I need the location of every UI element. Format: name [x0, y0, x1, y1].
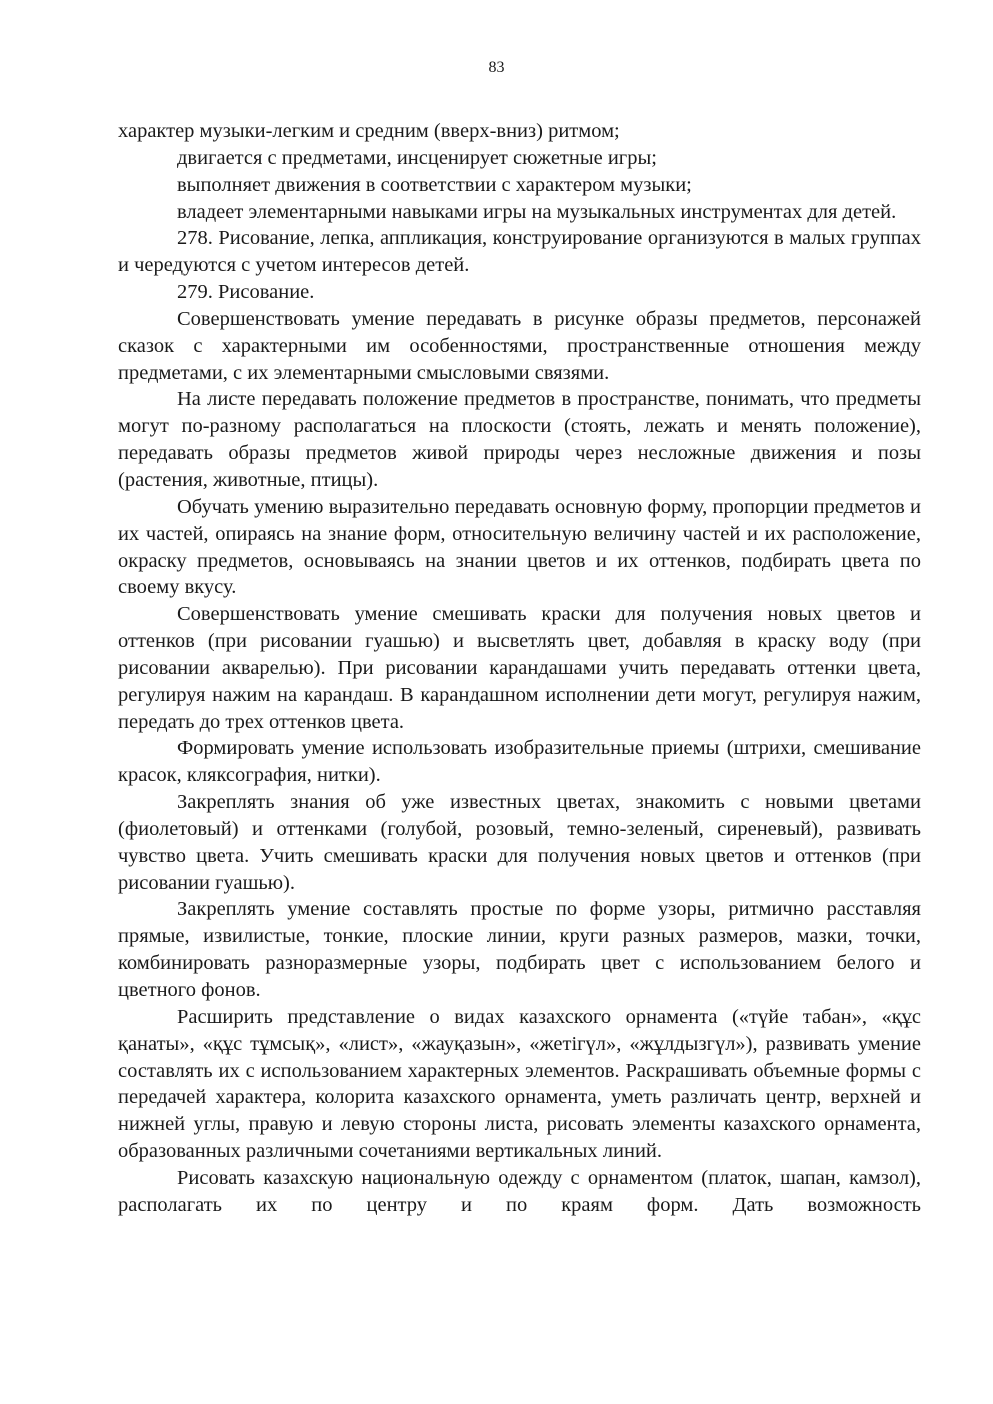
paragraph: 278. Рисование, лепка, аппликация, конструирование организуются в малых группах и чередуются с учетом интересов детей.	[118, 227, 921, 277]
paragraph: На листе передавать положение предметов в пространстве, понимать, что предметы могут по-разному располагаться на плоскости (стоять, лежать и менять положение), передавать образы предметов живой природы через несложные движения и позы (растения, животные, птицы).	[118, 388, 921, 491]
paragraph: Обучать умению выразительно передавать основную форму, пропорции предметов и их частей, опираясь на знание форм, относительную величину частей и их расположение, окраску предметов, основываясь на знании цветов и их оттенков, подбирать цвета по своему вкусу.	[118, 495, 921, 599]
paragraph: Формировать умение использовать изобразительные приемы (штрихи, смешивание красок, кляксография, нитки).	[118, 737, 921, 787]
paragraph: Расширить представление о видах казахского орнамента («түйе табан», «құс қанаты», «құс тұмсық», «лист», «жауқазын», «жетігүл», «жұлдызгүл»), развивать умение составлять их с использованием характерных элементов. Раскрашивать объемные формы с передачей характера, колорита казахского орнамента, уметь различать центр, верхней и нижней углы, правую и левую стороны листа, рисовать элементы казахского орнамента, образованных различными сочетаниями вертикальных линий.	[118, 1005, 921, 1163]
document-body	[118, 118, 921, 1219]
paragraph: выполняет движения в соответствии с характером музыки;	[177, 173, 692, 196]
paragraph: Совершенствовать умение смешивать краски для получения новых цветов и оттенков (при рисовании гуашью) и высветлять цвет, добавляя в краску воду (при рисовании акварелью). При рисовании карандашами учить передавать оттенки цвета, регулируя нажим на карандаш. В карандашном исполнении дети могут, регулируя нажим, передать до трех оттенков цвета.	[118, 603, 921, 733]
paragraph: Закреплять знания об уже известных цветах, знакомить с новыми цветами (фиолетовый) и оттенками (голубой, розовый, темно-зеленый, сиреневый), развивать чувство цвета. Учить смешивать краски для получения новых цветов и оттенков (при рисовании гуашью).	[118, 791, 921, 894]
paragraph: характер музыки-легким и средним (вверх-вниз) ритмом;	[118, 120, 620, 142]
page-number: 83	[488, 59, 505, 76]
section-heading: 279. Рисование.	[177, 281, 315, 304]
paragraph: Закреплять умение составлять простые по форме узоры, ритмично расставляя прямые, извилистые, тонкие, плоские линии, круги разных размеров, мазки, точки, комбинировать разноразмерные узоры, подбирать цвет с использованием белого и цветного фонов.	[118, 898, 921, 1001]
paragraph: двигается с предметами, инсценирует сюжетные игры;	[177, 146, 657, 169]
paragraph: Рисовать казахскую национальную одежду с орнаментом (платок, шапан, камзол), располагать их по центру и по краям форм. Дать возможность	[118, 1166, 921, 1216]
paragraph: владеет элементарными навыками игры на музыкальных инструментах для детей.	[177, 200, 897, 223]
paragraph: Совершенствовать умение передавать в рисунке образы предметов, персонажей сказок с характерными им особенностями, пространственные отношения между предметами, с их элементарными смысловыми связями.	[118, 307, 921, 384]
